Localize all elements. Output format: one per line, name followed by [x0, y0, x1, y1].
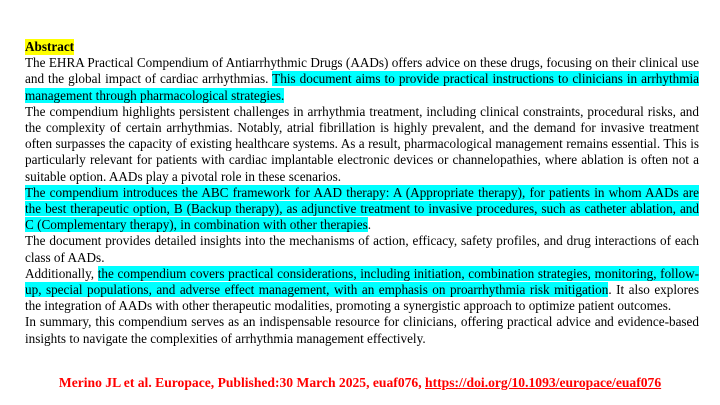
citation-text: Merino JL et al. Europace, Published:30 March 2025, euaf076, [58, 375, 426, 390]
abstract-paragraph-2: The compendium highlights persistent challenges in arrhythmia treatment, including clinical constraints, procedural risks, and the complexity of certain arrhythmias. Notably, atrial fibrillation is highly prevalent, and the demand for invasive treatment often surpasses the capacity of existing healthcare systems. As a result, pharmacological management remains essential. This is particularly relevant for patients with cardiac implantable electronic devices or channelopathies, where ablation is often not a suitable option. AADs play a pivotal role in these scenarios. [25, 103, 699, 184]
abstract-paragraph-3 [25, 185, 699, 234]
paragraph-5-tail: . It also explores the integration of AADs with other therapeutic modalities, promoting a synergistic approach to optimize patient outcomes. [25, 282, 699, 314]
abstract-heading-text: Abstract [25, 39, 75, 54]
paragraph-3-text: . [367, 217, 372, 233]
abstract-heading [25, 39, 699, 55]
abstract-paragraph-4: The document provides detailed insights into the mechanisms of action, efficacy, safety profiles, and drug interactions of each class of AADs. [25, 233, 699, 265]
doi-link[interactable]: https://doi.org/10.1093/europace/euaf076 [425, 375, 662, 390]
paragraph-3-highlight: The compendium introduces the ABC framework for AAD therapy: A (Appropriate therapy), for patients in whom AADs are the best therapeutic option, B (Backup therapy), as adjunctive treatment to invasive procedures, such as catheter ablation, and C (Complementary therapy), in combination with other therapies [25, 184, 699, 233]
abstract-paragraph-1 [25, 55, 699, 104]
abstract-paragraph-6: In summary, this compendium serves as an indispensable resource for clinicians, offering practical advice and evidence-based insights to navigate the complexities of arrhythmia management effectively. [25, 314, 699, 346]
abstract-body [25, 39, 699, 347]
citation [0, 375, 720, 391]
abstract-paragraph-5 [25, 266, 699, 315]
paragraph-1-highlight: This document aims to provide practical instructions to clinicians in arrhythmia management through pharmacological strategies. [25, 71, 699, 103]
paragraph-5-highlight: the compendium covers practical considerations, including initiation, combination strategies, monitoring, follow-up, special populations, and adverse effect management, with an emphasis on proarrhythmia risk mitigation [25, 265, 699, 298]
paragraph-5-lead: Additionally, [25, 265, 98, 281]
paragraph-1-text: The EHRA Practical Compendium of Antiarrhythmic Drugs (AADs) offers advice on these drugs, focusing on their clinical use and the global impact of cardiac arrhythmias. [25, 55, 699, 87]
